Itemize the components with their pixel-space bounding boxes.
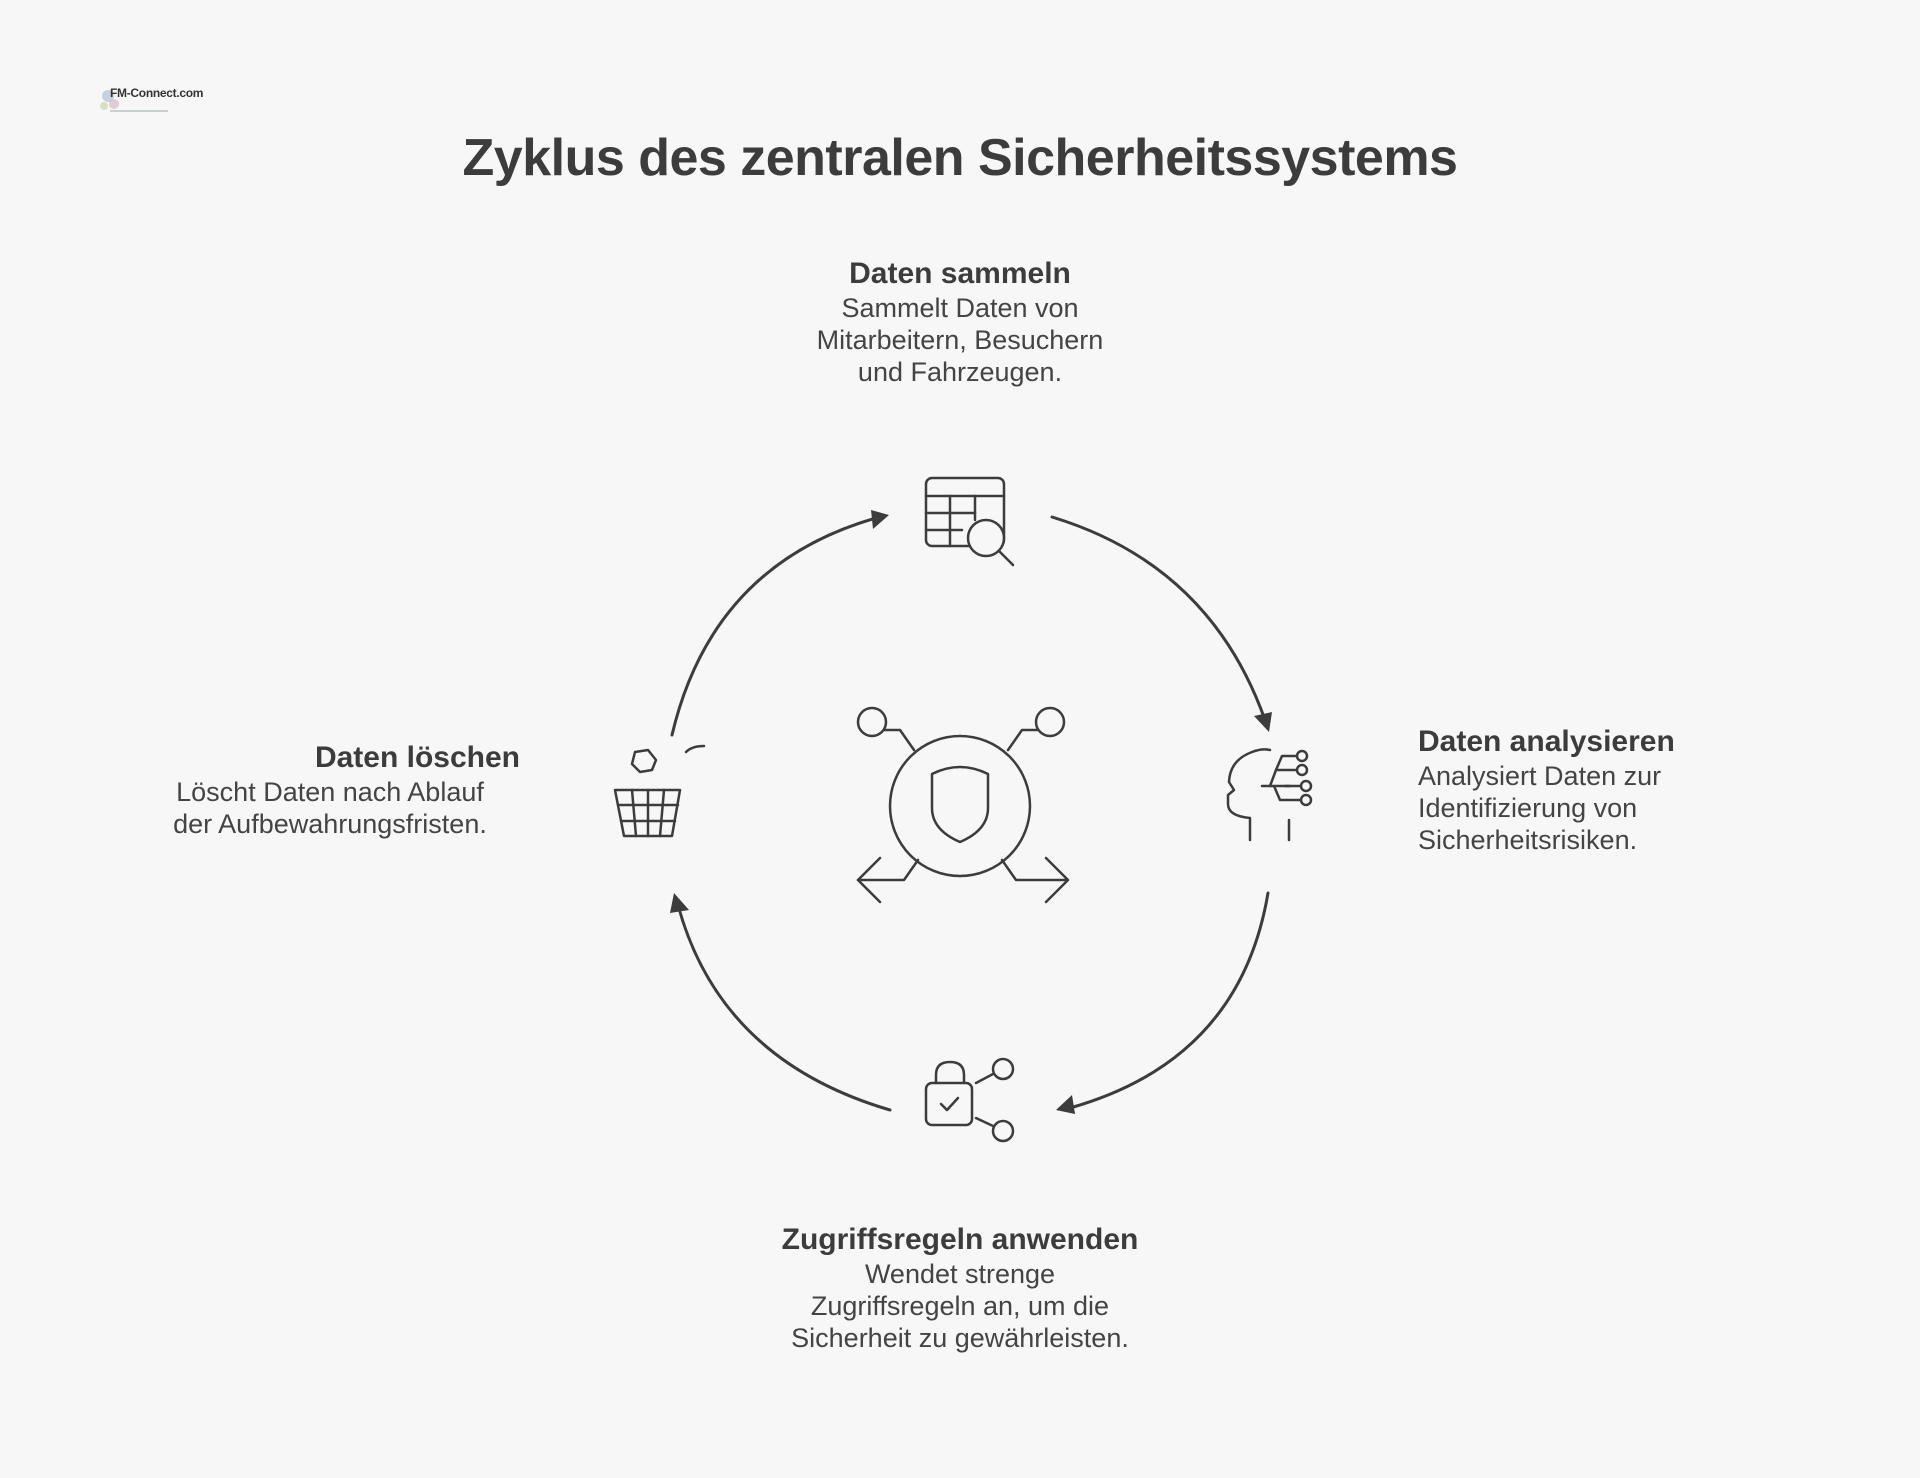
page-title: Zyklus des zentralen Sicherheitssystems (462, 129, 1458, 187)
stage-heading: Daten sammeln (849, 257, 1071, 290)
stage-description: Wendet strenge Zugriffsregeln an, um die Sicherheit zu gewährleisten. (791, 1259, 1129, 1353)
head-circuit-icon (1228, 749, 1311, 840)
arrow-right-to-bottom (1070, 893, 1268, 1108)
logo-text: FM-Connect.com (110, 86, 204, 100)
table-search-icon (926, 478, 1013, 565)
stage-analyze-data (1418, 724, 1738, 856)
arrowhead-top (871, 510, 889, 529)
stage-description: Sammelt Daten von Mitarbeitern, Besuchern und Fahrzeugen. (816, 293, 1104, 387)
arrowhead-right (1254, 712, 1272, 732)
cycle-arrows (670, 510, 1272, 1114)
arrowhead-left (670, 893, 689, 913)
stage-delete-data (140, 740, 520, 840)
arrow-top-to-right (1052, 517, 1265, 720)
arrow-bottom-to-left (678, 905, 890, 1110)
shield-network-icon (858, 708, 1068, 902)
stage-heading: Daten analysieren (1418, 725, 1675, 758)
stage-description: Löscht Daten nach Ablauf der Aufbewahrungsfristen. (173, 777, 487, 839)
arrowhead-bottom (1056, 1095, 1075, 1114)
trash-basket-icon (615, 746, 704, 836)
arrow-left-to-top (672, 518, 876, 735)
lock-share-icon (926, 1059, 1013, 1141)
stage-collect-data (790, 256, 1130, 388)
stage-description: Analysiert Daten zur Identifizierung von Sicherheitsrisiken. (1418, 761, 1662, 855)
stage-heading: Zugriffsregeln anwenden (781, 1223, 1139, 1256)
stage-apply-access-rules (760, 1222, 1160, 1354)
stage-heading: Daten löschen (314, 741, 520, 774)
